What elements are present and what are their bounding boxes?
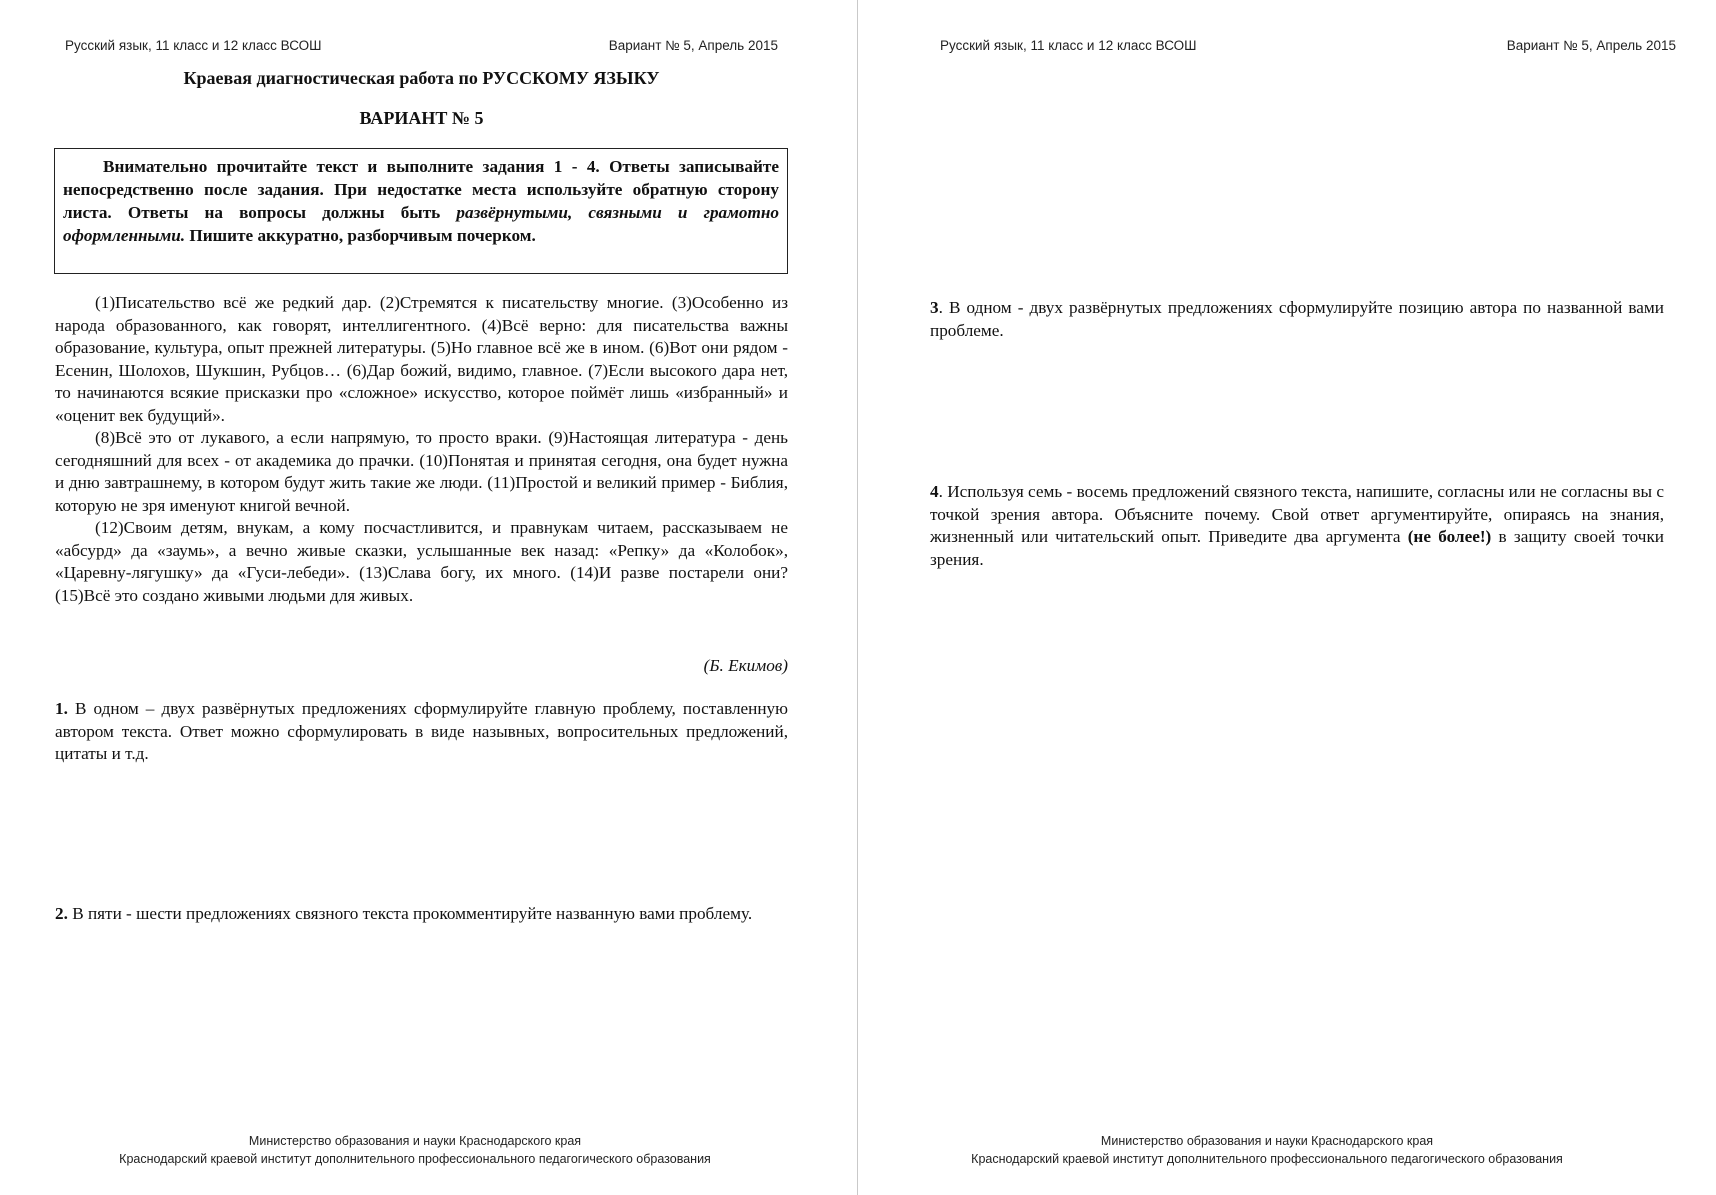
- task-text: . В одном - двух развёрнутых предложениях сформулируйте позицию автора по названной вами проблеме.: [930, 298, 1664, 340]
- footer-institute: Краснодарский краевой институт дополнительного профессионального педагогического образования: [119, 1152, 711, 1166]
- text-paragraph: (8)Всё это от лукавого, а если напрямую, то просто враки. (9)Настоящая литература - день сегодняшний для всех - от академика до прачки. (10)Понятая и принятая сегодня, она будет нужна и дню завтрашнему, в котором будут жить такие же люди. (11)Простой и великий пример - Библия, которую не зря именуют книгой вечной.: [55, 428, 788, 515]
- task-number: 4: [930, 482, 939, 501]
- page-right: [858, 0, 1716, 1195]
- header-subject: Русский язык, 11 класс и 12 класс ВСОШ: [940, 38, 1197, 53]
- header-variant: Вариант № 5, Апрель 2015: [608, 38, 778, 53]
- task-3: [930, 297, 1664, 342]
- task-text: В одном – двух развёрнутых предложениях сформулируйте главную проблему, поставленную автором текста. Ответ можно сформулировать в виде назывных, вопросительных предложений, цитаты и т.д.: [55, 699, 788, 763]
- footer: [838, 1132, 1696, 1168]
- header-subject: Русский язык, 11 класс и 12 класс ВСОШ: [65, 38, 322, 53]
- footer: [0, 1132, 844, 1168]
- source-text: [55, 292, 788, 607]
- instructions-box: [54, 148, 788, 274]
- task-4: [930, 481, 1664, 571]
- footer-institute: Краснодарский краевой институт дополнительного профессионального педагогического образования: [971, 1152, 1563, 1166]
- task-text-tail: в защиту своей точки зрения.: [930, 527, 1664, 569]
- footer-ministry: Министерство образования и науки Краснодарского края: [248, 1134, 582, 1148]
- task-number: 1.: [55, 699, 68, 718]
- instructions-part2: Пишите аккуратно, разборчивым почерком.: [185, 226, 536, 245]
- task-number: 2.: [55, 904, 68, 923]
- text-paragraph: (12)Своим детям, внукам, а кому посчастливится, и правнукам читаем, рассказываем не «абсурд» да «заумь», а вечно живые сказки, услышанные век назад: «Репку» да «Колобок», «Царевну-лягушку» да «Гуси-лебеди». (13)Слава богу, их много. (14)И разве постарели они? (15)Всё это создано живыми людьми для живых.: [55, 518, 788, 605]
- instructions-italic: развёрнутыми, связными и грамотно оформленными.: [63, 203, 780, 245]
- task-2: [55, 903, 788, 926]
- text-paragraph: (1)Писательство всё же редкий дар. (2)Стремятся к писательству многие. (3)Особенно из народа образованного, как говорят, интеллигентного. (4)Всё верно: для писательства важны образование, культура, опыт прежней литературы. (5)Но главное всё же в ином. (6)Вот они рядом - Есенин, Шолохов, Шукшин, Рубцов… (6)Дар божий, видимо, главное. (7)Если высокого дара нет, то начинаются всякие присказки про «сложное» искусство, которое поймёт лишь «избранный» и «оценит век будущий».: [55, 293, 788, 425]
- task-1: [55, 698, 788, 766]
- instructions-part1: Внимательно прочитайте текст и выполните задания 1 - 4. Ответы записывайте непосредственно после задания. При недостатке места используйте обратную сторону листа. Ответы на вопросы должны быть: [63, 157, 779, 222]
- variant-title: ВАРИАНТ № 5: [359, 108, 484, 128]
- task-text: В пяти - шести предложениях связного текста прокомментируйте названную вами проблему.: [67, 904, 753, 923]
- header-variant: Вариант № 5, Апрель 2015: [1506, 38, 1676, 53]
- footer-ministry: Министерство образования и науки Краснодарского края: [1100, 1134, 1434, 1148]
- task-number: 3: [930, 298, 939, 317]
- page-title: Краевая диагностическая работа по РУССКОМУ ЯЗЫКУ: [183, 68, 660, 88]
- task-emphasis: (не более!): [1407, 527, 1492, 546]
- text-author: (Б. Екимов): [703, 656, 788, 675]
- task-text: . Используя семь - восемь предложений связного текста, напишите, согласны или не согласны вы с точкой зрения автора. Объясните почему. Свой ответ аргументируйте, опираясь на знания, жизненный или читательский опыт. Приведите два аргумента: [930, 482, 1664, 546]
